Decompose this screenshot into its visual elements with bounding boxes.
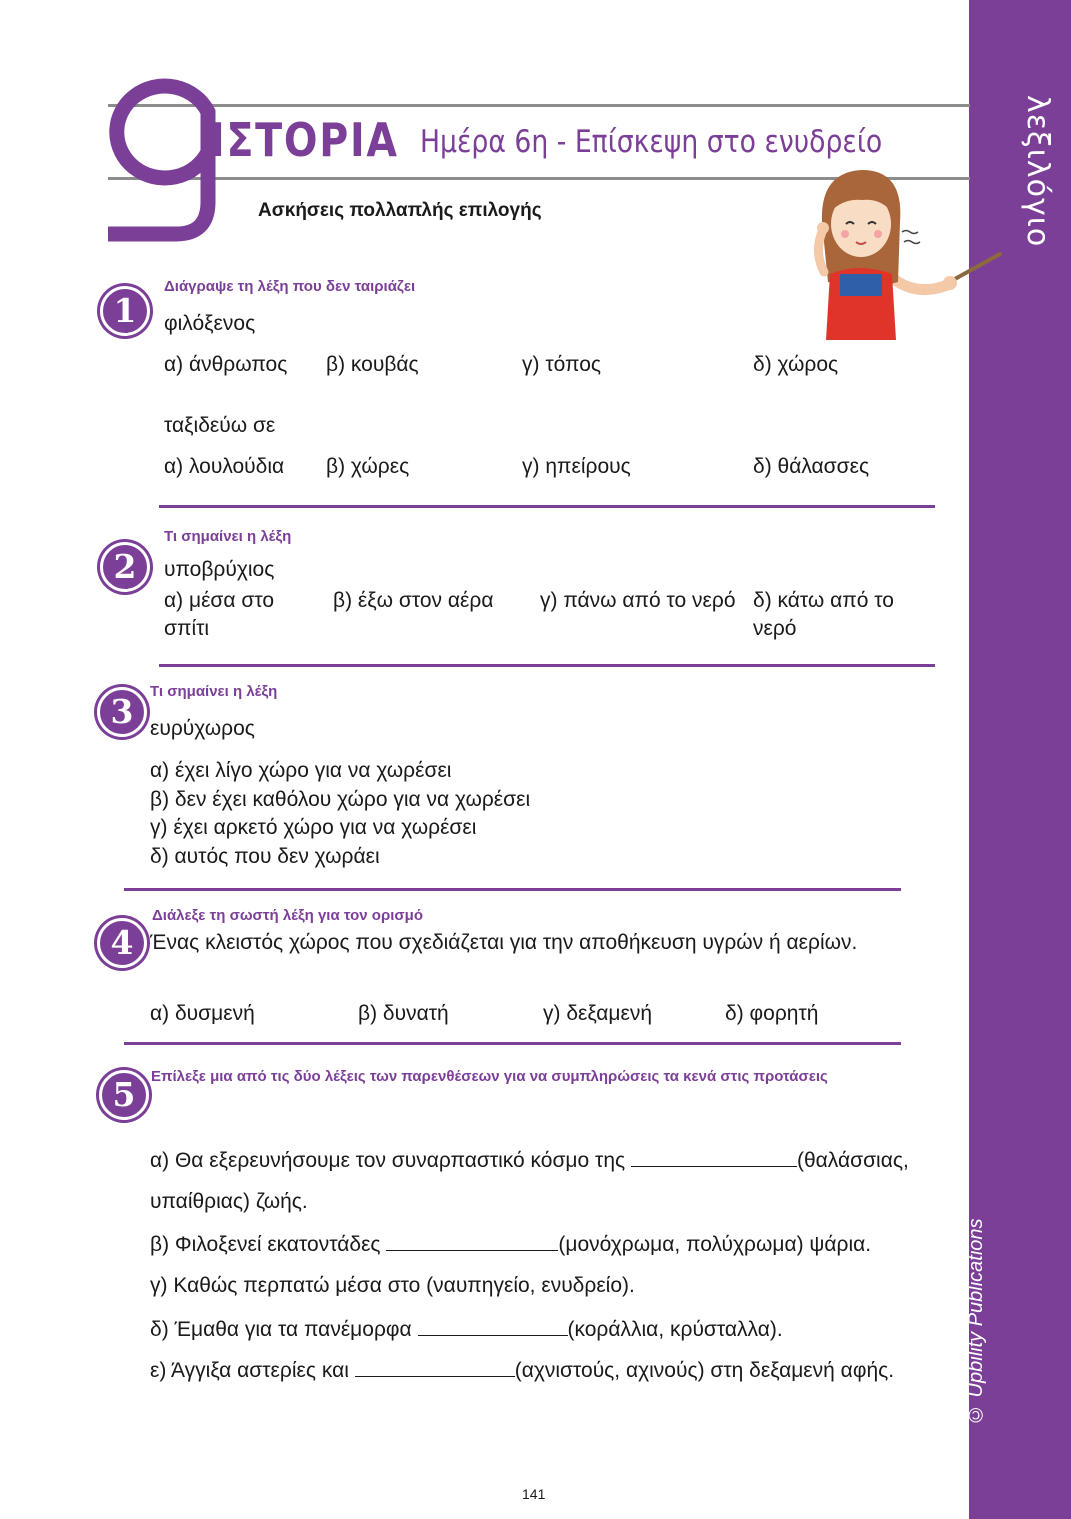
sentence-d-blank[interactable] <box>418 1317 568 1336</box>
side-label: λεξιλόγιο <box>1020 95 1055 248</box>
exercise-2-word: υποβρύχιος <box>164 558 275 581</box>
exercise-3-option-b[interactable]: β) δεν έχει καθόλου χώρο για να χωρέσει <box>150 788 531 811</box>
exercise-2-option-c[interactable]: γ) πάνω από το νερό <box>540 589 736 612</box>
section-heading: Ασκήσεις πολλαπλής επιλογής <box>258 200 542 221</box>
exercise-1-option-1a[interactable]: α) άνθρωπος <box>164 353 288 376</box>
exercise-4-definition: Ένας κλειστός χώρος που σχεδιάζεται για την αποθήκευση υγρών ή αερίων. <box>150 931 858 954</box>
exercise-5-sentence-a <box>150 1148 909 1173</box>
sentence-d-choices: (κοράλλια, κρύσταλλα). <box>567 1318 783 1341</box>
sentence-b-blank[interactable] <box>386 1232 558 1251</box>
exercise-4-instruction: Διάλεξε τη σωστή λέξη για τον ορισμό <box>152 907 424 924</box>
exercise-4-option-d[interactable]: δ) φορητή <box>725 1002 819 1025</box>
divider-2 <box>159 664 935 667</box>
exercise-1-instruction: Διάγραψε τη λέξη που δεν ταιριάζει <box>164 278 416 295</box>
divider-4 <box>124 1042 901 1045</box>
sentence-a-choices: (θαλάσσιας, <box>796 1149 909 1172</box>
sentence-b-choices: (μονόχρωμα, πολύχρωμα) ψάρια. <box>558 1233 872 1256</box>
exercise-1-option-2d[interactable]: δ) θάλασσες <box>753 455 870 478</box>
page-number: 141 <box>522 1486 546 1502</box>
sentence-e-blank[interactable] <box>355 1358 515 1377</box>
sentence-e-choices: (αχνιστούς, αχινούς) στη δεξαμενή αφής. <box>514 1359 895 1382</box>
exercise-3-option-a[interactable]: α) έχει λίγο χώρο για να χωρέσει <box>150 759 452 782</box>
page-title: ΙΣΤΟΡΙΑ <box>210 113 399 167</box>
sentence-e-start: ε) Άγγιξα αστερίες και <box>150 1359 355 1382</box>
exercise-2-option-d-line1[interactable]: δ) κάτω από το <box>753 589 894 612</box>
sentence-a-start: α) Θα εξερευνήσουμε τον συναρπαστικό κόσμο της <box>150 1149 631 1172</box>
girl-illustration-icon <box>800 162 1010 344</box>
exercise-1-option-2a[interactable]: α) λουλούδια <box>164 455 285 478</box>
exercise-3-word: ευρύχωρος <box>150 717 255 740</box>
exercise-2-option-b[interactable]: β) έξω στον αέρα <box>333 589 494 612</box>
exercise-1-option-1d[interactable]: δ) χώρος <box>753 353 839 376</box>
exercise-2-option-a-line1[interactable]: α) μέσα στο <box>164 589 275 612</box>
divider-1 <box>159 505 935 508</box>
divider-3 <box>124 888 901 891</box>
exercise-2-option-d-line2[interactable]: νερό <box>753 617 797 640</box>
exercise-3-option-d[interactable]: δ) αυτός που δεν χωράει <box>150 845 380 868</box>
exercise-1-word-1: φιλόξενος <box>164 312 256 335</box>
exercise-1-option-1b[interactable]: β) κουβάς <box>326 353 419 376</box>
exercise-2-number: 2 <box>100 542 150 592</box>
exercise-5-sentence-a-line2: υπαίθριας) ζωής. <box>150 1190 308 1213</box>
exercise-5-sentence-e <box>150 1358 894 1383</box>
exercise-5-sentence-d <box>150 1317 783 1342</box>
exercise-3-option-c[interactable]: γ) έχει αρκετό χώρο για να χωρέσει <box>150 816 477 839</box>
exercise-2-option-a-line2[interactable]: σπίτι <box>164 617 210 640</box>
exercise-4-option-a[interactable]: α) δυσμενή <box>150 1002 255 1025</box>
sentence-d-start: δ) Έμαθα για τα πανέμορφα <box>150 1318 418 1341</box>
copyright-notice: © Upbility Publications <box>965 1218 987 1425</box>
page-subtitle: Ημέρα 6η - Επίσκεψη στο ενυδρείο <box>420 124 883 160</box>
exercise-4-option-b[interactable]: β) δυνατή <box>358 1002 449 1025</box>
sentence-a-blank[interactable] <box>631 1148 797 1167</box>
exercise-5-sentence-c: γ) Καθώς περπατώ μέσα στο (ναυπηγείο, ενυδρείο). <box>150 1274 635 1297</box>
exercise-1-option-2c[interactable]: γ) ηπείρους <box>522 455 631 478</box>
exercise-5-instruction: Επίλεξε μια από τις δύο λέξεις των παρενθέσεων για να συμπληρώσεις τα κενά στις προτάσεις <box>151 1068 828 1085</box>
exercise-1-number: 1 <box>100 286 150 336</box>
exercise-1-option-1c[interactable]: γ) τόπος <box>522 353 601 376</box>
exercise-3-instruction: Τι σημαίνει η λέξη <box>150 683 278 700</box>
exercise-5-number: 5 <box>99 1070 149 1120</box>
exercise-4-option-c[interactable]: γ) δεξαμενή <box>543 1002 652 1025</box>
exercise-1-word-2: ταξιδεύω σε <box>164 414 276 437</box>
exercise-3-number: 3 <box>97 687 147 737</box>
exercise-5-sentence-b <box>150 1232 871 1257</box>
exercise-2-instruction: Τι σημαίνει η λέξη <box>164 528 292 545</box>
exercise-4-number: 4 <box>97 918 147 968</box>
exercise-1-option-2b[interactable]: β) χώρες <box>326 455 410 478</box>
sentence-b-start: β) Φιλοξενεί εκατοντάδες <box>150 1233 387 1256</box>
